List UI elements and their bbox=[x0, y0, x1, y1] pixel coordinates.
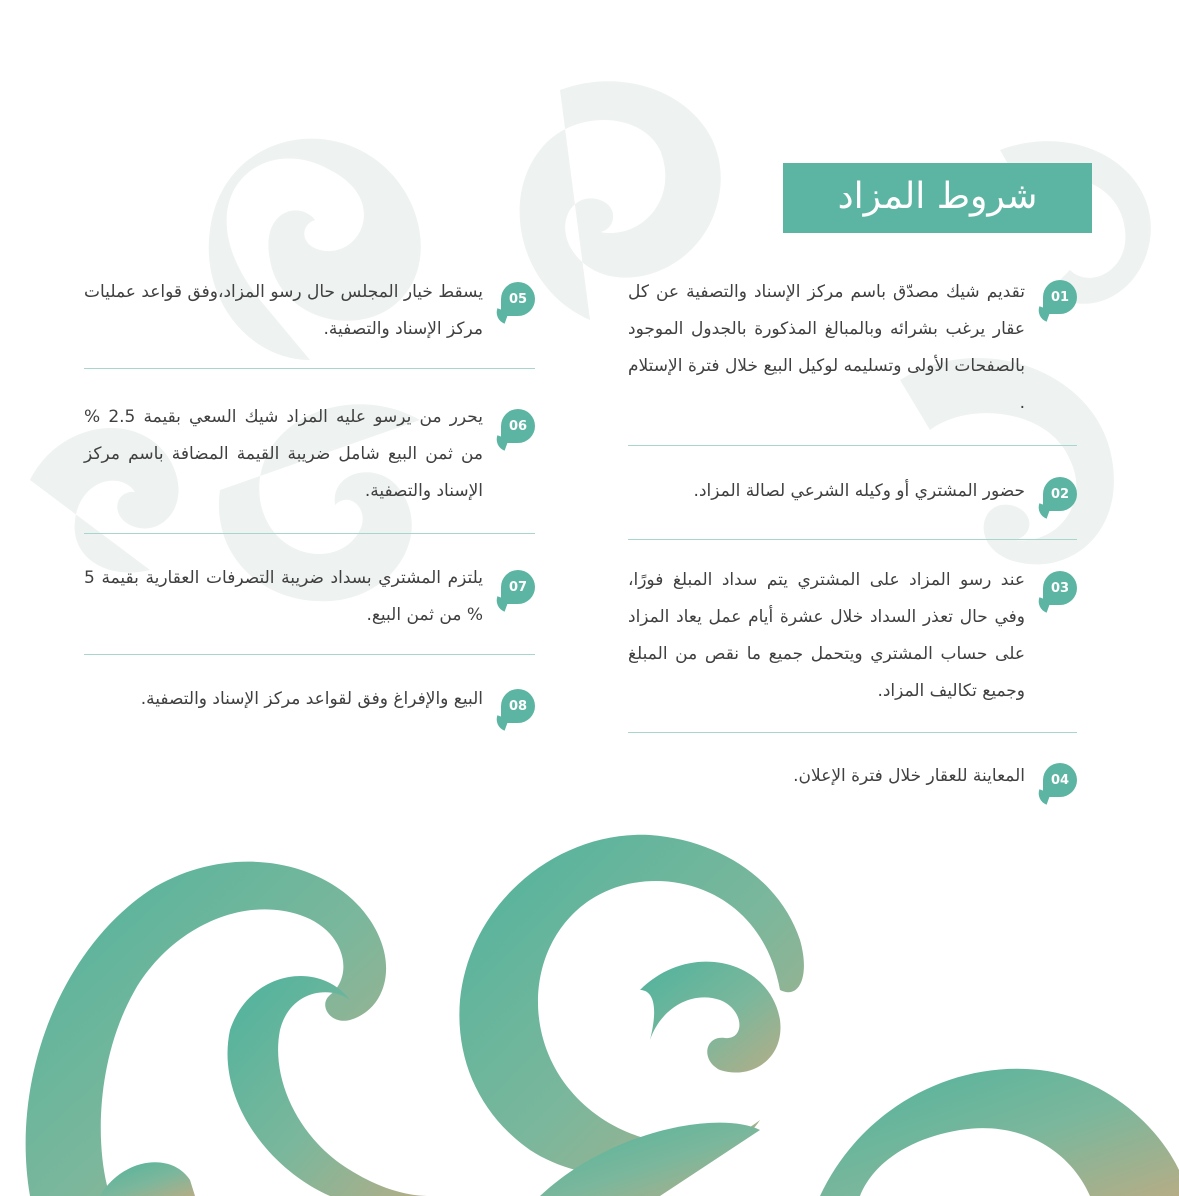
condition-item-03 bbox=[628, 540, 1077, 733]
condition-number-badge: 02 bbox=[1043, 477, 1077, 511]
conditions-right-column bbox=[628, 262, 1077, 813]
condition-number-badge: 06 bbox=[501, 409, 535, 443]
condition-item-05 bbox=[84, 262, 535, 369]
condition-item-01 bbox=[628, 262, 1077, 446]
condition-number-badge: 05 bbox=[501, 282, 535, 316]
condition-text: عند رسو المزاد على المشتري يتم سداد المبلغ فورًا، وفي حال تعذر السداد خلال عشرة أيام عمل يعاد المزاد على حساب المشتري ويتحمل جميع ما نقص من المبلغ وجميع تكاليف المزاد. bbox=[628, 570, 1025, 701]
condition-item-04 bbox=[628, 733, 1077, 813]
condition-text: يسقط خيار المجلس حال رسو المزاد،وفق قواعد عمليات مركز الإسناد والتصفية. bbox=[84, 282, 483, 339]
condition-text: تقديم شيك مصدّق باسم مركز الإسناد والتصفية عن كل عقار يرغب بشرائه وبالمبالغ المذكورة بالجدول الموجود بالصفحات الأولى وتسليمه لوكيل البيع خلال فترة الإستلام . bbox=[628, 282, 1025, 413]
condition-item-07 bbox=[84, 534, 535, 655]
condition-text: المعاينة للعقار خلال فترة الإعلان. bbox=[793, 766, 1025, 786]
condition-text: يحرر من يرسو عليه المزاد شيك السعي بقيمة 2.5 % من ثمن البيع شامل ضريبة القيمة المضافة باسم مركز الإسناد والتصفية. bbox=[84, 407, 483, 501]
condition-text: حضور المشتري أو وكيله الشرعي لصالة المزاد. bbox=[693, 481, 1025, 501]
condition-number-badge: 07 bbox=[501, 570, 535, 604]
conditions-left-column bbox=[84, 262, 535, 765]
condition-number-badge: 01 bbox=[1043, 280, 1077, 314]
condition-text: البيع والإفراغ وفق لقواعد مركز الإسناد والتصفية. bbox=[140, 689, 483, 709]
bottom-calligraphy bbox=[26, 835, 1179, 1196]
condition-number-badge: 08 bbox=[501, 689, 535, 723]
condition-item-02 bbox=[628, 446, 1077, 540]
condition-number-badge: 03 bbox=[1043, 571, 1077, 605]
condition-number-badge: 04 bbox=[1043, 763, 1077, 797]
page-title: شروط المزاد bbox=[783, 163, 1092, 233]
condition-item-08 bbox=[84, 655, 535, 765]
condition-item-06 bbox=[84, 369, 535, 534]
condition-text: يلتزم المشتري بسداد ضريبة التصرفات العقارية بقيمة 5 % من ثمن البيع. bbox=[84, 568, 483, 625]
